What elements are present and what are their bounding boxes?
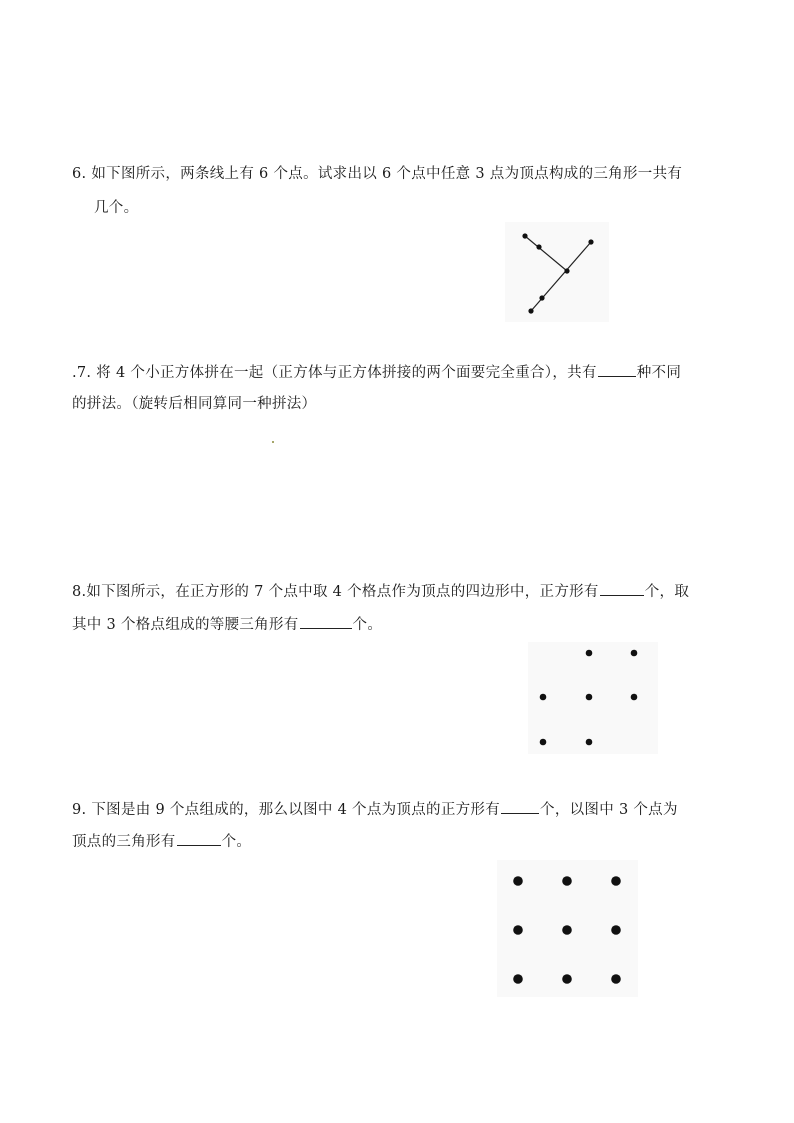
q9-square-count-blank[interactable] (501, 799, 539, 814)
q6-point (539, 295, 544, 300)
q6-figure-two-lines (505, 222, 609, 322)
q8-grid-point (586, 694, 593, 701)
q7-text-line2: 的拼法。（旋转后相同算同一种拼法） (72, 396, 317, 412)
q7-text-line1 (72, 362, 681, 383)
q7-answer-blank[interactable] (598, 362, 636, 377)
q8-text-line2 (72, 614, 382, 635)
q6-text-line2: 几个。 (94, 200, 139, 216)
q6-text-line1: 6. 如下图所示，两条线上有 6 个点。试求出以 6 个点中任意 3 点为顶点构成的三角形一共有 (72, 166, 683, 182)
q8-square-count-blank[interactable] (600, 581, 644, 596)
q8-grid-point (631, 650, 638, 657)
q9-grid-point (513, 974, 523, 984)
q8-grid-point (586, 739, 593, 746)
q6-point (536, 244, 541, 249)
speck-mark (272, 441, 274, 443)
q8-figure-seven-points (528, 642, 658, 754)
q8-text-line1-b: 个，取 (644, 584, 690, 600)
q9-grid-point (562, 876, 572, 886)
q7-text-line1-a: .7. 将 4 个小正方体拼在一起（正方体与正方体拼接的两个面要完全重合），共有 (72, 365, 597, 381)
q8-text-line1-a: 8.如下图所示，在正方形的 7 个点中取 4 个格点作为顶点的四边形中，正方形有 (72, 584, 599, 600)
q9-grid-point (611, 925, 621, 935)
q8-grid-point (540, 739, 547, 746)
q9-triangle-count-blank[interactable] (177, 831, 221, 846)
q9-figure-nine-points (497, 860, 638, 997)
q9-text-line2 (72, 831, 251, 852)
q6-point (588, 239, 593, 244)
q9-grid-point (562, 974, 572, 984)
q8-triangle-count-blank[interactable] (300, 614, 352, 629)
q9-text-line1-a: 9. 下图是由 9 个点组成的，那么以图中 4 个点为顶点的正方形有 (72, 802, 501, 818)
q8-grid-point (540, 694, 547, 701)
q9-grid-point (513, 876, 523, 886)
q8-grid-point (631, 694, 638, 701)
q6-point (564, 268, 569, 273)
q8-text-line2-b: 个。 (352, 617, 383, 633)
q9-grid-point (562, 925, 572, 935)
q9-grid-point (611, 876, 621, 886)
q9-text-line2-b: 个。 (221, 834, 252, 850)
q6-point (528, 308, 533, 313)
q8-text-line2-a: 其中 3 个格点组成的等腰三角形有 (72, 617, 299, 633)
q6-point (522, 233, 527, 238)
q9-text-line1 (72, 799, 678, 820)
q9-grid-point (513, 925, 523, 935)
q6-line-long (531, 242, 591, 311)
q8-grid-point (586, 650, 593, 657)
q8-text-line1 (72, 581, 689, 602)
q9-text-line2-a: 顶点的三角形有 (72, 834, 176, 850)
q9-grid-point (611, 974, 621, 984)
q9-text-line1-b: 个，以图中 3 个点为 (540, 802, 678, 818)
q6-line-upper-left (525, 236, 567, 271)
q7-text-line1-b: 种不同 (636, 365, 682, 381)
